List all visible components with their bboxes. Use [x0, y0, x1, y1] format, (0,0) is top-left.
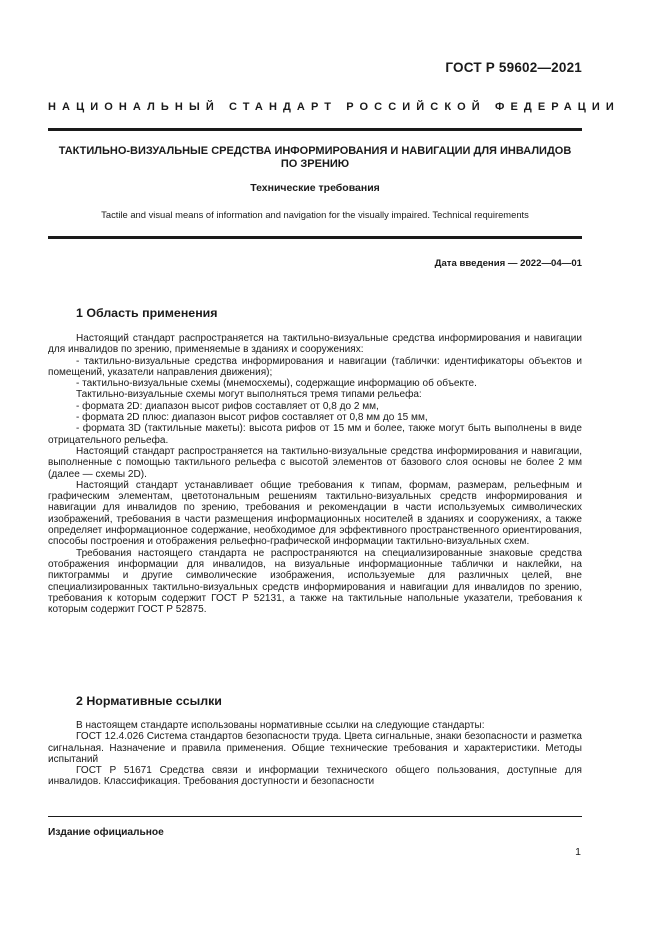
paragraph: В настоящем стандарте использованы нормативные ссылки на следующие стандарты: [76, 720, 485, 731]
english-title: Tactile and visual means of information and navigation for the visually impaired. Technical requirements [101, 209, 529, 220]
title-divider [48, 236, 582, 239]
section-1-heading: 1 Область применения [76, 306, 218, 320]
list-item: - формата 2D плюс: диапазон высот рифов составляет от 0,8 мм до 15 мм, [76, 412, 428, 424]
list-item: - тактильно-визуальные средства информирования и навигации (таблички: идентификаторы объектов и помещений, указатели направления движения); [48, 355, 582, 378]
list-item: - формата 3D (тактильные макеты): высота рифов от 15 мм и более, также могут быть выполнены в виде отрицательного рельефа. [48, 423, 582, 446]
national-standard-banner: НАЦИОНАЛЬНЫЙ СТАНДАРТ РОССИЙСКОЙ ФЕДЕРАЦИИ [48, 101, 620, 113]
reference-item: ГОСТ 12.4.026 Система стандартов безопасности труда. Цвета сигнальные, знаки безопасности и разметка сигнальная. Назначение и правила применения. Общие технические требования и характеристики. Методы испытаний [48, 731, 582, 765]
list-item: - тактильно-визуальные схемы (мнемосхемы), содержащие информацию об объекте. [76, 378, 477, 390]
page-number: 1 [575, 846, 581, 858]
standard-subtitle: Технические требования [250, 182, 380, 194]
paragraph: Настоящий стандарт устанавливает общие требования к типам, формам, размерам, рельефным и графическим элементам, цветотональным решениям тактильно-визуальных средств информирования и навигации для инвалидов по зрению, требования и рекомендации в части используемых символических изображений, требования в части размещения информационных носителей в зданиях и сооружениях, а также определяет информационное содержание, необходимое для эффективного пространственного ориентирования, способы построения и отображения рельефно-графической информации тактильно-визуальных схем. [48, 479, 582, 548]
official-edition-label: Издание официальное [48, 827, 164, 838]
document-code: ГОСТ Р 59602—2021 [445, 60, 582, 75]
paragraph: Настоящий стандарт распространяется на тактильно-визуальные средства информирования и навигации для инвалидов по зрению, применяемые в зданиях и сооружениях: [48, 333, 582, 356]
reference-item: ГОСТ Р 51671 Средства связи и информации технического общего пользования, доступные для инвалидов. Классификация. Требования доступности и безопасности [48, 765, 582, 788]
standard-title [48, 145, 582, 171]
introduction-date: Дата введения — 2022—04—01 [434, 258, 582, 269]
section-2-heading: 2 Нормативные ссылки [76, 694, 222, 708]
footer-divider [48, 816, 582, 817]
paragraph: Требования настоящего стандарта не распространяются на специализированные знаковые средства отображения информации для инвалидов, на визуальные информационные таблички и наклейки, на пиктограммы и другие символические изображения, используемые для различных целей, вне специализированных тактильно-визуальных средств информирования и навигации для инвалидов по зрению, требования к которым содержит ГОСТ Р 52131, а также на тактильные напольные указатели, требования к которым содержит ГОСТ Р 52875. [48, 547, 582, 616]
section-2-body [48, 720, 582, 788]
section-1-body [48, 333, 582, 615]
title-line-1: ТАКТИЛЬНО-ВИЗУАЛЬНЫЕ СРЕДСТВА ИНФОРМИРОВАНИЯ И НАВИГАЦИИ ДЛЯ ИНВАЛИДОВ [58, 145, 572, 157]
list-item: - формата 2D: диапазон высот рифов составляет от 0,8 до 2 мм, [76, 400, 379, 412]
paragraph: Тактильно-визуальные схемы могут выполняться тремя типами рельефа: [76, 389, 422, 401]
title-line-2: ПО ЗРЕНИЮ [280, 158, 350, 170]
header-divider [48, 128, 582, 131]
paragraph: Настоящий стандарт распространяется на тактильно-визуальные средства информирования и навигации, выполненные с помощью тактильного рельефа с высотой элементов от базового слоя основы не более 2 мм (далее — схемы 2D). [48, 445, 582, 480]
